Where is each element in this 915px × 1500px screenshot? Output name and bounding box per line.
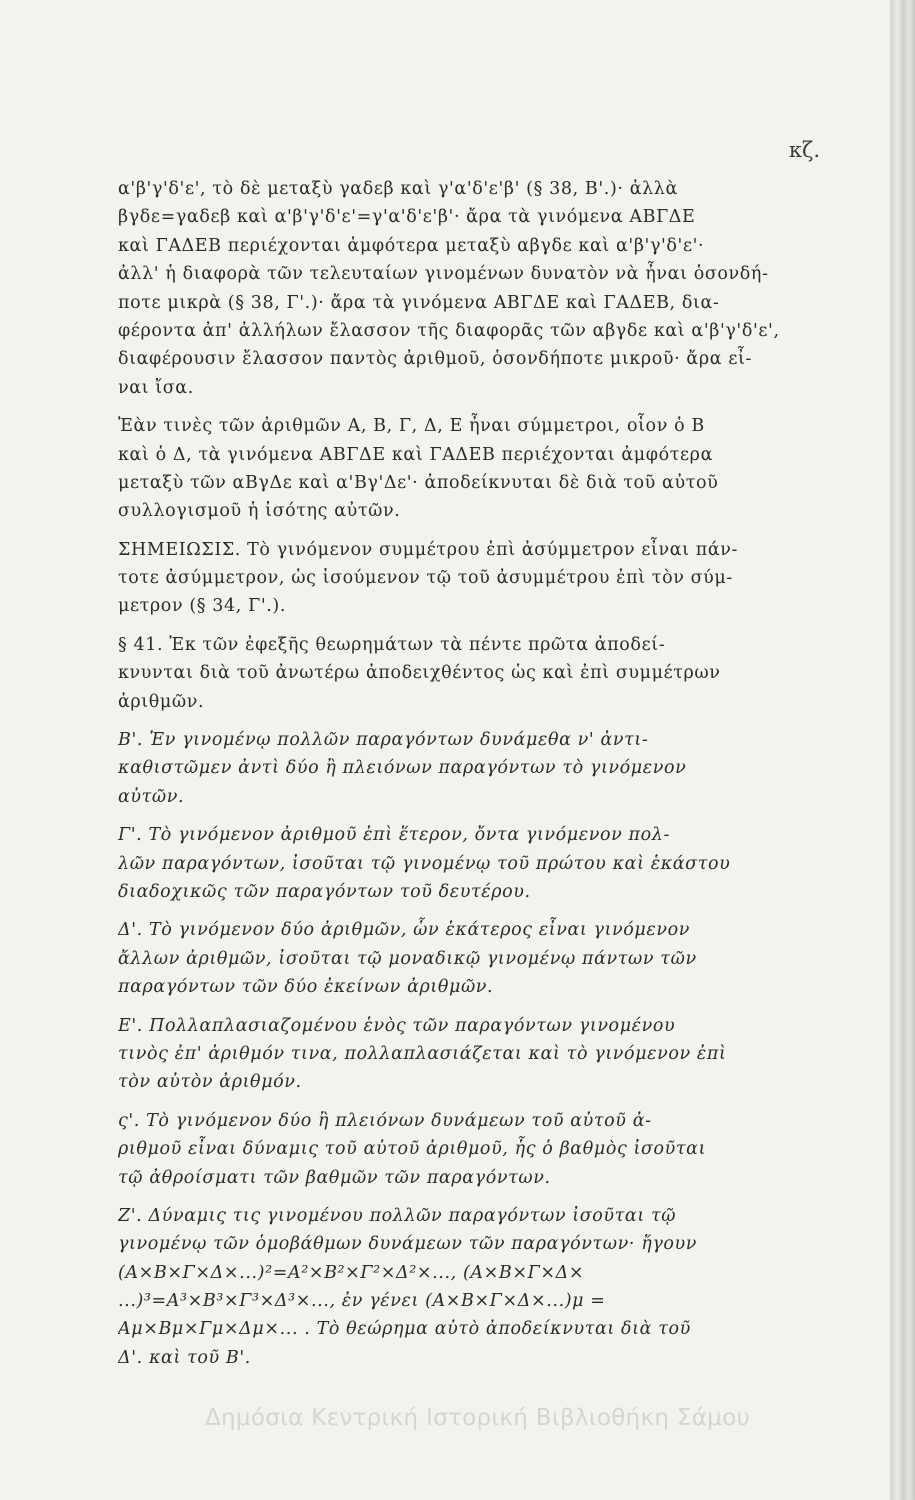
text-line: τὸν αὐτὸν ἀριθμόν. [118, 1072, 302, 1093]
text-line: Γ'. Τὸ γινόμενον ἀριθμοῦ ἐπὶ ἕτερον, ὄντα γινόμενον πολ- [118, 825, 670, 846]
text-line: ποτε μικρὰ (§ 38, Γ'.)· ἄρα τὰ γινόμενα ΑΒΓΔΕ καὶ ΓΑΔΕΒ, δια- [118, 292, 720, 313]
text-line: ς'. Τὸ γινόμενον δύο ἢ πλειόνων δυνάμεων τοῦ αὐτοῦ ἀ- [118, 1110, 652, 1131]
text-line: Δ'. Τὸ γινόμενον δύο ἀριθμῶν, ὧν ἑκάτερος εἶναι γινόμενον [118, 920, 690, 941]
text-line: φέροντα ἀπ' ἀλλήλων ἔλασσον τῆς διαφορᾶς τῶν αβγδε καὶ α'β'γ'δ'ε', [118, 320, 780, 341]
text-line: § 41. Ἐκ τῶν ἐφεξῆς θεωρημάτων τὰ πέντε πρῶτα ἀποδεί- [118, 634, 666, 655]
paragraph [118, 412, 838, 526]
text-line: Αμ×Βμ×Γμ×Δμ×... . Τὸ θεώρημα αὐτὸ ἀποδείκνυται διὰ τοῦ [118, 1319, 691, 1340]
text-line: Β'. Ἐν γινομένῳ πολλῶν παραγόντων δυνάμεθα ν' ἀντι- [118, 730, 649, 751]
text-line: ἄλλων ἀριθμῶν, ἰσοῦται τῷ μοναδικῷ γινομένῳ πάντων τῶν [118, 948, 697, 969]
paragraph [118, 1107, 838, 1192]
text-line: Ἐὰν τινὲς τῶν ἀριθμῶν Α, Β, Γ, Δ, Ε ἦναι σύμμετροι, οἷον ὁ Β [118, 416, 705, 437]
page-number: κζ. [788, 138, 820, 162]
paragraph [118, 821, 838, 906]
text-line: Ζ'. Δύναμις τις γινομένου πολλῶν παραγόντων ἰσοῦται τῷ [118, 1205, 677, 1226]
text-line: καθιστῶμεν ἀντὶ δύο ἢ πλειόνων παραγόντων τὸ γινόμενον [118, 758, 687, 779]
text-line: ...)³=Α³×Β³×Γ³×Δ³×..., ἐν γένει (Α×Β×Γ×Δ×...)μ = [118, 1291, 606, 1312]
library-watermark: Δημόσια Κεντρική Ιστορική Βιβλιοθήκη Σάμου [205, 1405, 751, 1431]
text-line: καὶ ὁ Δ, τὰ γινόμενα ΑΒΓΔΕ καὶ ΓΑΔΕΒ περιέχονται ἀμφότερα [118, 444, 713, 465]
text-line: συλλογισμοῦ ἡ ἰσότης αὐτῶν. [118, 501, 401, 522]
text-line: τινὸς ἐπ' ἀριθμόν τινα, πολλαπλασιάζεται καὶ τὸ γινόμενον ἐπὶ [118, 1043, 727, 1064]
text-line: ἀριθμῶν. [118, 691, 205, 712]
paragraph [118, 536, 838, 621]
text-line: Δ'. καὶ τοῦ Β'. [118, 1347, 251, 1368]
text-line: τῷ ἀθροίσματι τῶν βαθμῶν τῶν παραγόντων. [118, 1167, 551, 1188]
text-line: (Α×Β×Γ×Δ×...)²=Α²×Β²×Γ²×Δ²×..., (Α×Β×Γ×Δ× [118, 1262, 585, 1283]
text-line: ριθμοῦ εἶναι δύναμις τοῦ αὐτοῦ ἀριθμοῦ, ἧς ὁ βαθμὸς ἰσοῦται [118, 1139, 707, 1160]
paragraph [118, 175, 838, 402]
paragraph [118, 631, 838, 716]
text-line: τοτε ἀσύμμετρον, ὡς ἰσούμενον τῷ τοῦ ἀσυμμέτρου ἐπὶ τὸν σύμ- [118, 568, 733, 589]
page-edge [890, 0, 915, 1500]
text-line: διαφέρουσιν ἔλασσον παντὸς ἀριθμοῦ, ὁσονδήποτε μικροῦ· ἄρα εἶ- [118, 349, 752, 370]
paragraph [118, 1012, 838, 1097]
text-line: ἀλλ' ἡ διαφορὰ τῶν τελευταίων γινομένων δυνατὸν νὰ ἦναι ὁσονδή- [118, 264, 769, 285]
text-line: μεταξὺ τῶν αΒγΔε καὶ α'Βγ'Δε'· ἀποδείκνυται δὲ διὰ τοῦ αὐτοῦ [118, 472, 719, 493]
text-line: βγδε=γαδεβ καὶ α'β'γ'δ'ε'=γ'α'δ'ε'β'· ἄρα τὰ γινόμενα ΑΒΓΔΕ [118, 207, 696, 228]
text-line: α'β'γ'δ'ε', τὸ δὲ μεταξὺ γαδεβ καὶ γ'α'δ'ε'β' (§ 38, Β'.)· ἀλλὰ [118, 179, 678, 199]
text-line: ΣΗΜΕΙΩΣΙΣ. Τὸ γινόμενον συμμέτρου ἐπὶ ἀσύμμετρον εἶναι πάν- [118, 539, 739, 560]
page-text [118, 175, 838, 1372]
text-line: καὶ ΓΑΔΕΒ περιέχονται ἀμφότερα μεταξὺ αβγδε καὶ α'β'γ'δ'ε'· [118, 235, 705, 256]
text-line: αὐτῶν. [118, 786, 185, 807]
text-line: γινομένῳ τῶν ὁμοβάθμων δυνάμεων τῶν παραγόντων· ἤγουν [118, 1234, 697, 1255]
paragraph [118, 1202, 838, 1372]
text-line: λῶν παραγόντων, ἰσοῦται τῷ γινομένῳ τοῦ πρώτου καὶ ἑκάστου [118, 853, 731, 874]
paragraph [118, 726, 838, 811]
text-line: Ε'. Πολλαπλασιαζομένου ἑνὸς τῶν παραγόντων γινομένου [118, 1015, 676, 1036]
text-line: ναι ἴσα. [118, 377, 194, 398]
paragraph [118, 916, 838, 1001]
text-line: διαδοχικῶς τῶν παραγόντων τοῦ δευτέρου. [118, 881, 531, 902]
text-line: μετρον (§ 34, Γ'.). [118, 596, 286, 617]
text-line: κνυνται διὰ τοῦ ἀνωτέρω ἀποδειχθέντος ὡς καὶ ἐπὶ συμμέτρων [118, 663, 721, 684]
text-line: παραγόντων τῶν δύο ἐκείνων ἀριθμῶν. [118, 977, 494, 998]
